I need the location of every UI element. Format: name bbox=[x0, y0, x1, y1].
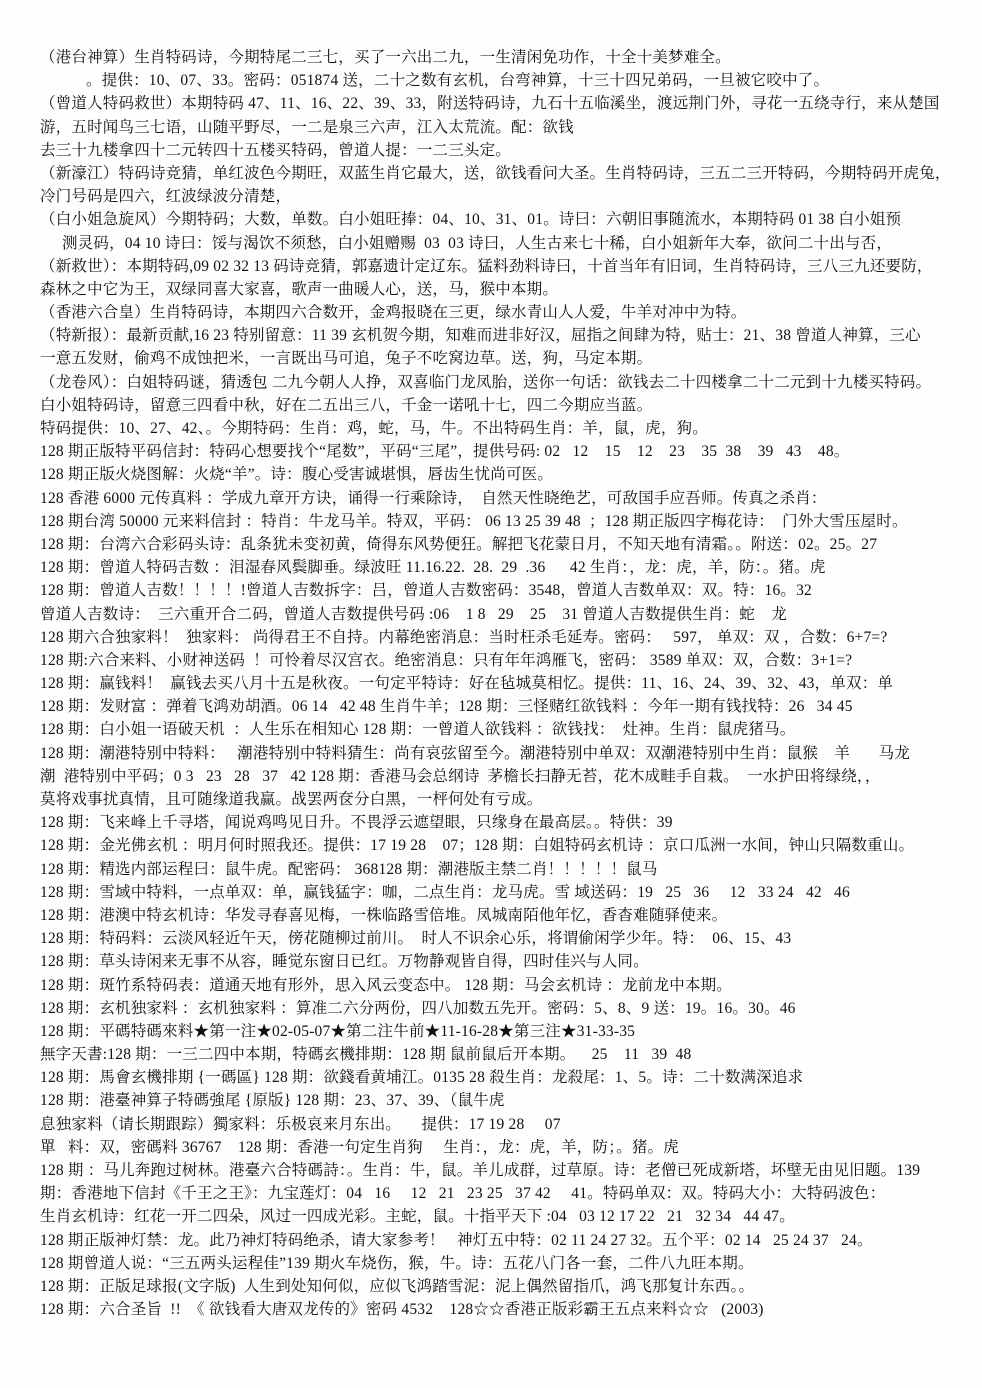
text-line: 128 期：雪域中特料，一点单双：单，赢钱猛字：咖，二点生肖：龙马虎。雪 域送码：19 25 36 12 33 24 42 46 bbox=[40, 883, 850, 901]
text-line: 128 香港 6000 元传真料 ：学成九章开方诀，诵得一行乘除诗， 自然天性晓绝艺，可敌国手应吾师。传真之杀肖： bbox=[40, 489, 827, 507]
text-line: （新濠江）特码诗竞猜，单红波色今期旺，双蓝生肖它最大，送，欲钱看问大圣。生肖特码诗，三五二三开特码，今期特码开虎兔， bbox=[40, 164, 951, 182]
text-line: 128 期正版特平码信封：特码心想要找个“尾数”，平码“三尾”，提供号码: 02 12 15 12 23 35 38 39 43 48。 bbox=[40, 443, 850, 461]
text-line: 128 期：发财富 ：弹着飞鸿劝胡酒。06 14 42 48 生肖牛羊；128 期：三怪赌红欲钱料 ：今年一期有钱找特：26 34 45 bbox=[40, 698, 853, 716]
text-line: 128 期：白小姐一语破天机 ：人生乐在相知心 128 期：一曾道人欲钱料 ：欲钱找： 灶神。生肖：鼠虎猪马。 bbox=[40, 721, 796, 739]
text-line: 潮 港特别中平码；0 3 23 28 37 42 128 期：香港马会总纲诗 茅檐长扫静无苔，花木成畦手自栽。 一水护田将绿绕，， bbox=[40, 767, 881, 785]
text-line: 128 期：平碼特碼來料★第一注★02-05-07★第二注牛前★11-16-28★第三注★31-33-35 bbox=[40, 1022, 636, 1040]
text-line: 128 期：斑竹系特码表：道通天地有形外，思入风云变态中。 128 期：马会玄机诗 ：龙前龙中本期。 bbox=[40, 976, 733, 994]
text-line: 128 期：潮港特别中特料： 潮港特别中特料猜生：尚有哀弦留至今。潮港特别中单双：双潮港特别中生肖：鼠猴 羊 马龙 bbox=[40, 744, 910, 762]
text-line: 森林之中它为王，双绿同喜大家喜，歌声一曲暖人心，送，马，猴中本期。 bbox=[40, 280, 559, 298]
text-line: 息独家料（请长期跟踪）獨家料：乐极哀来月东出。 提供：17 19 28 07 bbox=[40, 1115, 561, 1133]
text-line: 128 期曾道人说：“三五两头运程佳”139 期火车烧伤，猴，牛。诗：五花八门各一套，二件八九旺本期。 bbox=[40, 1254, 754, 1272]
text-line: （港台神算）生肖特码诗，今期特尾二三七，买了一六出二九，一生清闲免功作，十全十美梦难全。 bbox=[40, 49, 731, 66]
text-line: 128 期 ：马儿奔跑过树林。港臺六合特碼詩：。生肖：牛，鼠。羊儿成群，过草原。诗：老僧已死成新塔，坏壁无由见旧题。139 bbox=[40, 1162, 921, 1179]
text-line: 生肖玄机诗：红花一开二四朵，风过一四成光彩。主蛇，鼠。十指平天下 :04 03 12 17 22 21 32 34 44 47。 bbox=[40, 1208, 795, 1226]
text-line: 128 期正版神灯禁：龙。此乃神灯特码绝杀，请大家参考！ 神灯五中特：02 11 24 27 32。五个平：02 14 25 24 37 24。 bbox=[40, 1231, 873, 1249]
text-line: （曾道人特码救世）本期特码 47、11、16、22、39、33，附送特码诗，九石十五临溪坐，渡远荆门外，寻花一五绕寺行，来从楚国 bbox=[40, 95, 940, 113]
text-line: 曾道人吉数诗： 三六重开合二码，曾道人吉数提供号码 :06 1 8 29 25 31 曾道人吉数提供生肖：蛇 龙 bbox=[40, 605, 788, 623]
text-line: 128 期正版火烧图解：火烧“羊”。诗：腹心受害诚堪惧，唇齿生忧尚可医。 bbox=[40, 466, 554, 484]
text-line: 128 期：六合圣旨 !! 《 欲钱看大唐双龙传的》密码 4532 128☆☆香港正版彩霸王五点来料☆☆ (2003) bbox=[40, 1301, 764, 1319]
text-line: 。提供：10、07、33。密码：051874 送，二十之数有玄机，台弯神算，十三十四兄弟码，一旦被它咬中了。 bbox=[86, 72, 830, 90]
text-line: 128 期：玄机独家料 ：玄机独家料 ：算准二六分两份，四八加数五先开。密码：5、8、9 送：19。16。30。46 bbox=[40, 999, 796, 1017]
text-line: 128 期：飞来峰上千寻塔，闻说鸡鸣见日升。不畏浮云遮望眼，只缘身在最高层。。特供：39 bbox=[40, 814, 673, 832]
text-line: （香港六合皇）生肖特码诗，本期四六合数开，金鸡报晓在三更，绿水青山人人爱，牛羊对冲中为特。 bbox=[40, 304, 747, 322]
text-line: 去三十九楼拿四十二元转四十五楼买特码，曾道人提：一二三头定。 bbox=[40, 141, 512, 159]
text-line: 128 期：草头诗闲来无事不从容，睡觉东窗日已红。万物静观皆自得，四时佳兴与人同。 bbox=[40, 953, 649, 971]
text-line: 128 期：曾道人特码吉数 ：泪湿春风鬓脚垂。绿波旺 11.16.22. 28. 29 .36 42 生肖：，龙：虎，羊，防：。猪。虎 bbox=[40, 559, 826, 577]
text-line: 128 期：赢钱料！ 赢钱去买八月十五是秋夜。一句定平特诗：好在毡城莫相忆。提供：11、16、24、39、32、43，单双：单 bbox=[40, 675, 894, 693]
text-line: 游，五时闻鸟三七语，山随平野尽，一二是泉三六声，江入太荒流。配：欲钱 bbox=[40, 118, 574, 136]
text-line: 128 期：港澳中特玄机诗：华发寻春喜见梅，一株临路雪倍堆。凤城南陌他年忆，香杳难随驿使来。 bbox=[40, 906, 728, 924]
text-line: 一意五发财，偷鸡不成蚀把米，一言既出马可追，兔子不吃窝边草。送，狗，马定本期。 bbox=[40, 350, 653, 368]
text-line: 128 期:六合来料、小财神送码 ！可怜着尽汉宫衣。绝密消息：只有年年鸿雁飞，密码： 3589 单双：双，合数：3+1=? bbox=[40, 651, 853, 669]
text-line: 單 料：双，密碼料 36767 128 期：香港一句定生肖狗 生肖：，龙：虎，羊，防；。猪。虎 bbox=[40, 1138, 679, 1156]
text-line: 128 期：金光佛玄机 ：明月何时照我还。提供：17 19 28 07；128 期：白姐特码玄机诗 ：京口瓜洲一水间，钟山只隔数重山。 bbox=[40, 837, 915, 855]
text-line: 無字天書:128 期：一三二四中本期，特碼玄機排期：128 期 鼠前鼠后开本期。 25 11 39 48 bbox=[40, 1046, 692, 1064]
text-line: （新救世）：本期特码,09 02 32 13 码诗竞猜，郭嘉遗计定辽东。猛料劲料诗曰，十首当年有旧词，生肖特码诗，三八三九还要防， bbox=[40, 257, 933, 275]
text-line: 128 期台湾 50000 元来料信封 ：特肖：牛龙马羊。特双，平码： 06 13 25 39 48 ；128 期正版四字梅花诗： 门外大雪压屋时。 bbox=[40, 512, 908, 530]
text-line: 128 期六合独家料！ 独家料： 尚得君王不自持。内幕绝密消息：当时枉杀毛延寿。密码： 597， 单双：双 ，合数：6+7=? bbox=[40, 628, 888, 646]
document-body bbox=[40, 46, 956, 1321]
text-line: 128 期：馬會玄機排期 {一碼區} 128 期：欲錢看黄埔江。0135 28 殺生肖：龙殺尾：1、5。诗：二十数满深追求 bbox=[40, 1069, 804, 1087]
text-line: （特新报）：最新贡献,16 23 特别留意：11 39 玄机贺今期，知难而进非好汉，屈指之间肆为特，贴士：21、38 曾道人神算，三心 bbox=[40, 327, 921, 345]
text-line: 128 期：曾道人吉数！！！！!曾道人吉数拆字：吕，曾道人吉数密码：3548，曾道人吉数单双：双。特：16。32 bbox=[40, 582, 812, 600]
text-line: 莫将戏事扰真情，且可随缘道我赢。战罢两奁分白黑，一枰何处有亏成。 bbox=[40, 791, 543, 808]
text-line: 测灵码，04 10 诗曰：馁与渴饮不须愁，白小姐赠赐 03 03 诗曰，人生古来七十稀，白小姐新年大奉，欲问二十出与否， bbox=[62, 234, 893, 252]
text-line: 128 期：港臺神算子特碼強尾 {原版} 128 期：23、37、39、（鼠牛虎 bbox=[40, 1092, 505, 1110]
text-line: 白小姐特码诗，留意三四看中秋，好在二五出三八，千金一诺吼十七，四二今期应当蓝。 bbox=[40, 396, 653, 414]
text-line: 128 期：正版足球报(文字版) 人生到处知何似，应似飞鸿踏雪泥：泥上偶然留指爪，鸿飞那复计东西。。 bbox=[40, 1277, 755, 1295]
text-line: 128 期：特码料：云淡风轻近午天，傍花随柳过前川。 时人不识余心乐，将谓偷闲学少年。特： 06、15、43 bbox=[40, 930, 792, 948]
text-line: （龙卷风）：白姐特码谜，猜透包 二九今朝人人挣，双喜临门龙凤胎，送你一句话：欲钱去二十四楼拿二十二元到十九楼买特码。 bbox=[40, 373, 932, 391]
text-line: 期：香港地下信封《千王之王》：九宝莲灯：04 16 12 21 23 25 37 42 41。特码单双：双。特码大小：大特码波色： bbox=[40, 1185, 886, 1203]
text-line: 128 期：精选内部运程曰：鼠牛虎。配密码： 368128 期：潮港版主禁二肖！！！！！鼠马 bbox=[40, 860, 658, 878]
text-line: 冷门号码是四六，红波绿波分清楚， bbox=[40, 188, 292, 206]
text-line: （白小姐急旋风）今期特码；大数，单数。白小姐旺捧：04、10、31、01。诗曰：六朝旧事随流水，本期特码 01 38 白小姐预 bbox=[40, 211, 902, 229]
text-line: 特码提供：10、27、42、。今期特码：生肖：鸡，蛇，马，牛。不出特码生肖：羊，鼠，虎，狗。 bbox=[40, 420, 708, 437]
text-line: 128 期：台湾六合彩码头诗：乱条犹未变初黄，倚得东风势便狂。解把飞花蒙日月，不知天地有清霜。。附送：02。25。27 bbox=[40, 535, 878, 553]
